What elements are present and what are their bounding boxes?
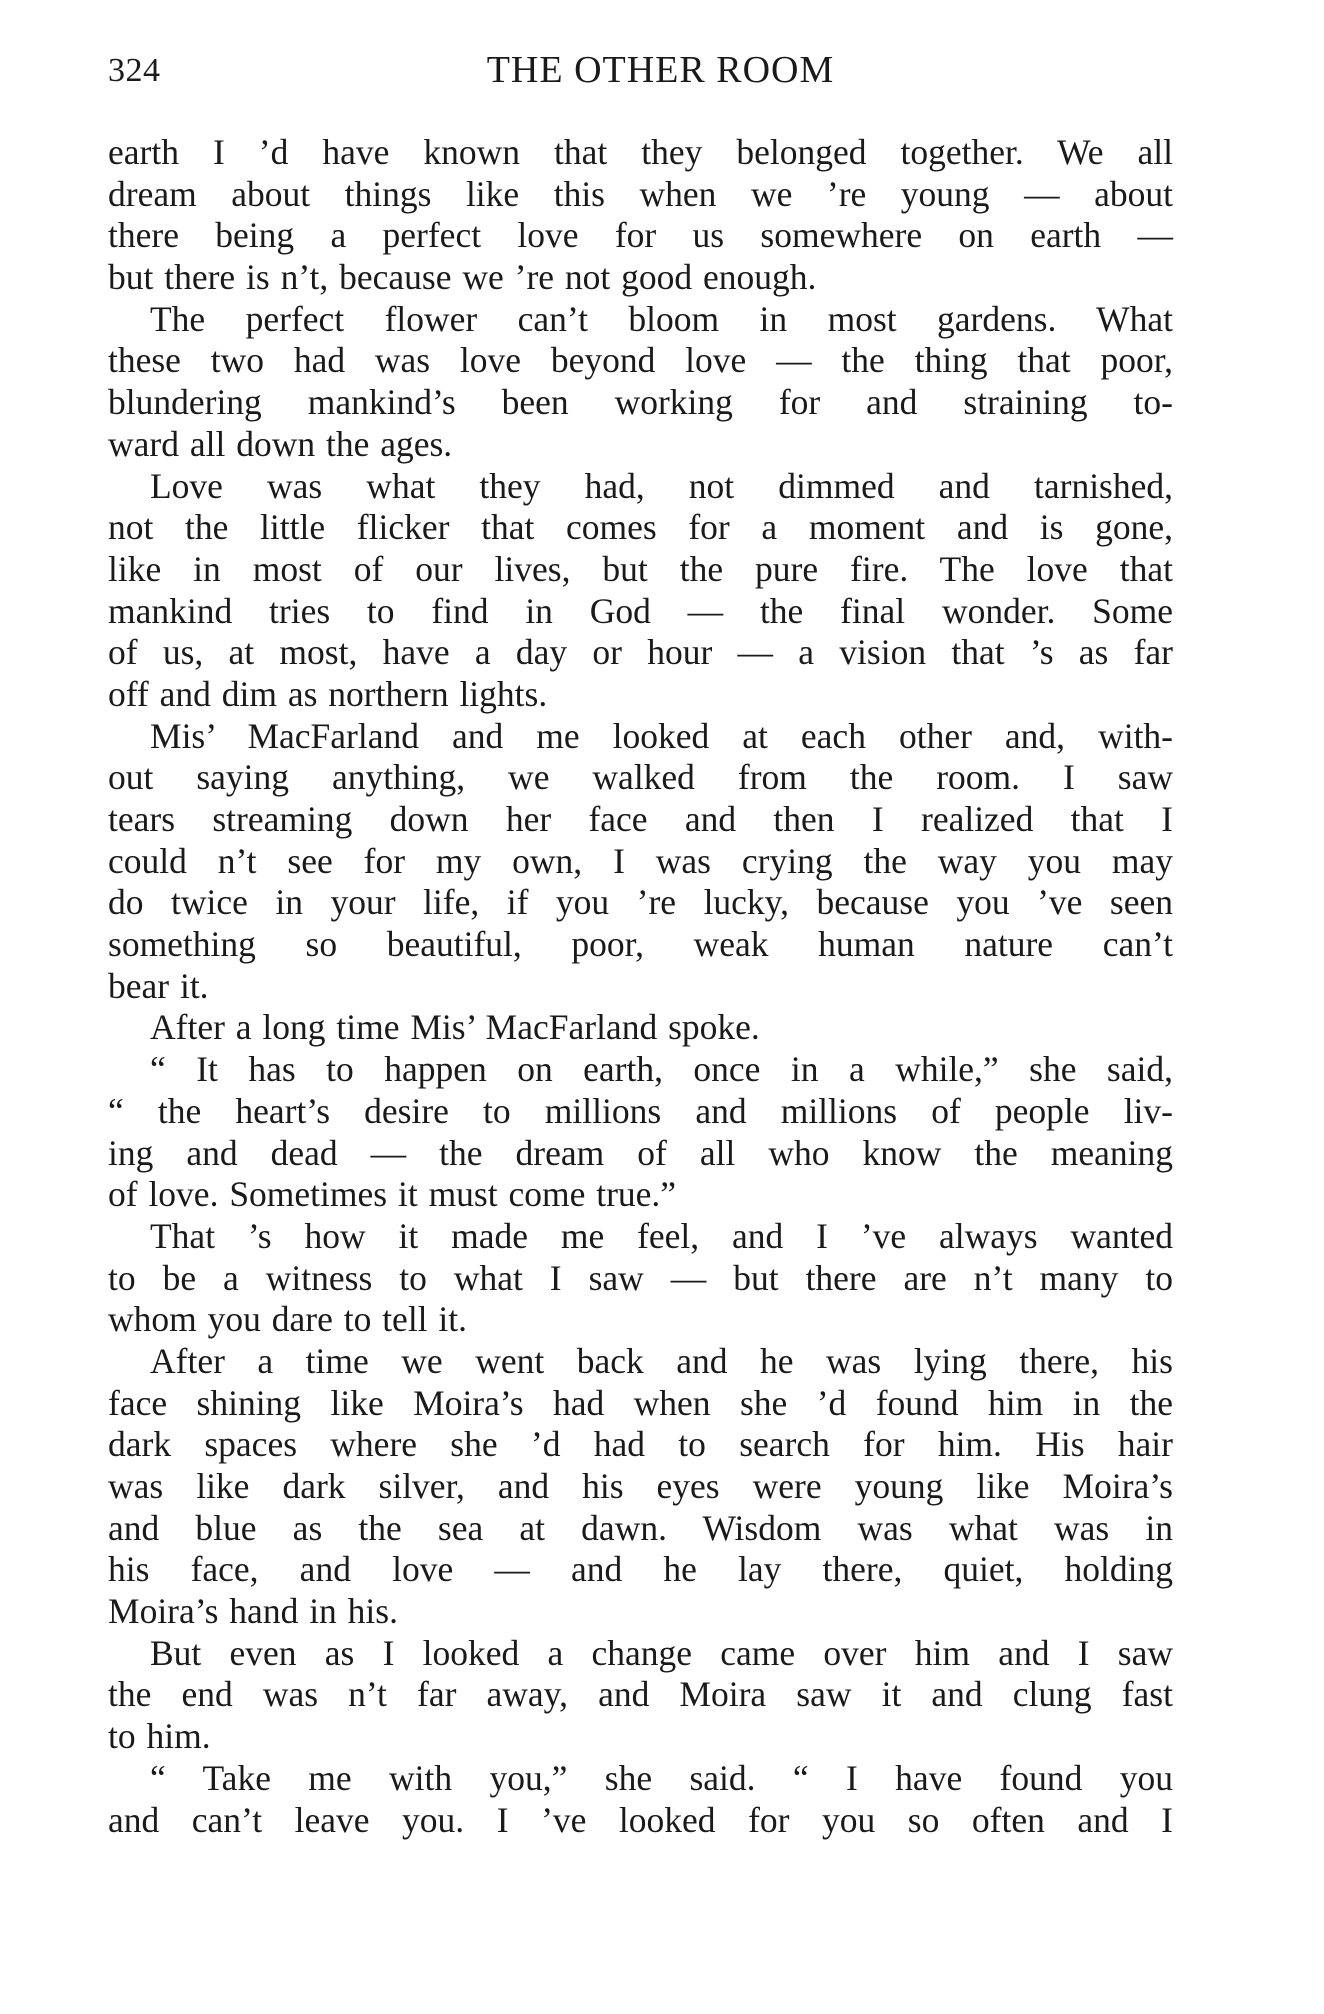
text-line: and can’t leave you. I ’ve looked for you so often and I [108, 1799, 1173, 1840]
text-line: his face, and love — and he lay there, quiet, holding [108, 1549, 1173, 1590]
text-line: and blue as the sea at dawn. Wisdom was what was in [108, 1507, 1173, 1548]
text-line: was like dark silver, and his eyes were young like Moira’s [108, 1466, 1173, 1506]
paragraph-first-line: But even as I looked a change came over him and I saw [150, 1632, 1173, 1673]
text-line: these two had was love beyond love — the thing that poor, [108, 340, 1173, 381]
text-line: whom you dare to tell it. [108, 1299, 468, 1340]
paragraph-first-line: Love was what they had, not dimmed and tarnished, [150, 465, 1173, 506]
text-line: dream about things like this when we ’re young — about [108, 173, 1173, 214]
paragraph-first-line: After a time we went back and he was lying there, his [150, 1340, 1173, 1381]
text-line: of love. Sometimes it must come true.” [108, 1174, 677, 1215]
text-line: could n’t see for my own, I was crying the way you may [108, 840, 1173, 881]
running-head-title: THE OTHER ROOM [486, 49, 835, 91]
body-text [108, 132, 1173, 1841]
paragraph-first-line: Mis’ MacFarland and me looked at each other and, with- [150, 715, 1173, 756]
paragraph-first-line: That ’s how it made me feel, and I ’ve always wanted [150, 1215, 1173, 1256]
text-line: dark spaces where she ’d had to search for him. His hair [108, 1424, 1173, 1465]
page-header [108, 48, 1173, 104]
text-line: the end was n’t far away, and Moira saw it and clung fast [108, 1674, 1173, 1715]
text-line: ward all down the ages. [108, 423, 453, 464]
text-line: bear it. [108, 965, 209, 1006]
text-line: off and dim as northern lights. [108, 673, 548, 714]
text-line: like in most of our lives, but the pure fire. The love that [108, 548, 1173, 589]
text-line: mankind tries to find in God — the final wonder. Some [108, 590, 1173, 631]
text-line: do twice in your life, if you ’re lucky, because you ’ve seen [108, 882, 1173, 923]
text-line: there being a perfect love for us somewhere on earth — [108, 215, 1173, 256]
text-line: out saying anything, we walked from the room. I saw [108, 757, 1173, 798]
text-line: tears streaming down her face and then I realized that I [108, 799, 1173, 839]
paragraph-first-line: After a long time Mis’ MacFarland spoke. [150, 1007, 760, 1048]
text-line: earth I ’d have known that they belonged together. We all [108, 132, 1173, 172]
text-line: something so beautiful, poor, weak human nature can’t [108, 924, 1173, 965]
text-line: face shining like Moira’s had when she ’d found him in the [108, 1382, 1173, 1423]
text-line: to be a witness to what I saw — but there are n’t many to [108, 1257, 1173, 1298]
page-number: 324 [108, 52, 161, 89]
paragraph-first-line: “ Take me with you,” she said. “ I have found you [150, 1757, 1173, 1798]
paragraph-first-line: The perfect flower can’t bloom in most gardens. What [150, 298, 1173, 339]
text-line: but there is n’t, because we ’re not good enough. [108, 257, 817, 298]
text-line: blundering mankind’s been working for and straining to- [108, 382, 1173, 423]
text-line: to him. [108, 1716, 211, 1757]
paragraph-first-line: “ It has to happen on earth, once in a while,” she said, [150, 1049, 1173, 1090]
text-line: ing and dead — the dream of all who know the meaning [108, 1132, 1173, 1173]
text-line: not the little flicker that comes for a moment and is gone, [108, 507, 1173, 548]
text-line: Moira’s hand in his. [108, 1591, 398, 1632]
text-line: of us, at most, have a day or hour — a vision that ’s as far [108, 632, 1173, 673]
text-line: “ the heart’s desire to millions and millions of people liv- [108, 1090, 1173, 1131]
